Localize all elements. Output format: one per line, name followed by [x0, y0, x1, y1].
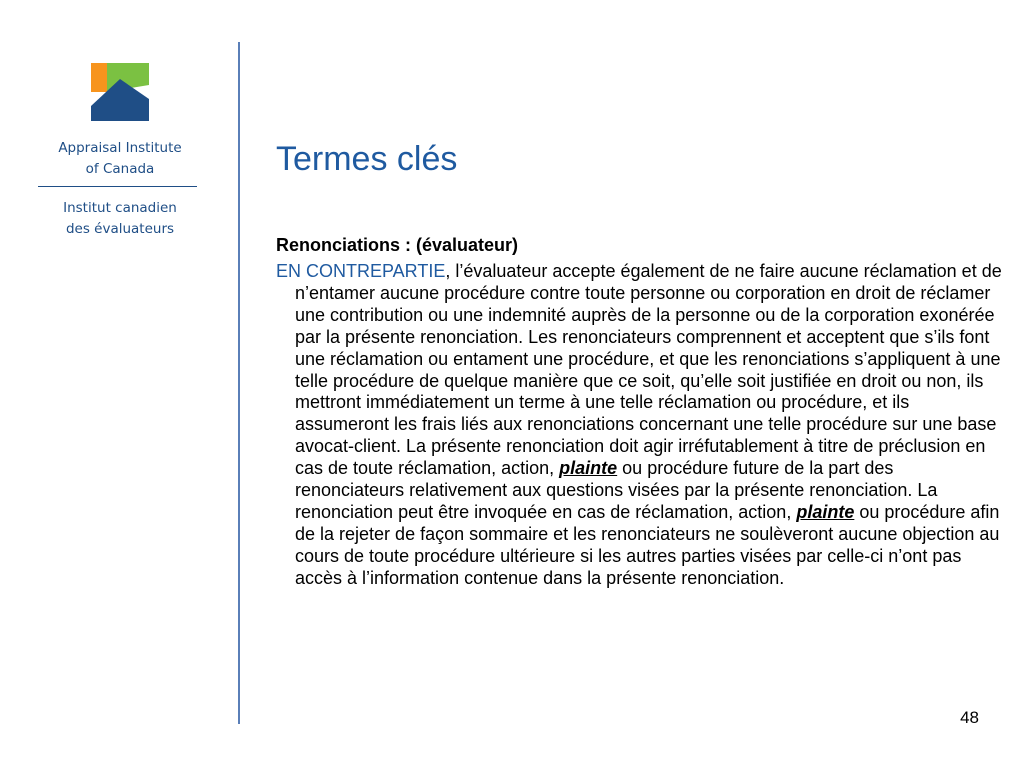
page-number: 48: [960, 708, 979, 727]
body-paragraph: [276, 261, 1007, 590]
body-text-part3: ou procédure afin de la rejeter de façon sommaire et les renonciateurs ne soulèveront aucune objection au cours de toute procédure ultérieure si les autres parties visées par celle-ci n’ont pas accès à l’information contenue dans la présente renonciation.: [295, 501, 1000, 588]
lead-phrase: EN CONTREPARTIE: [276, 261, 446, 281]
organization-name-french: [30, 198, 210, 240]
organization-name-french-line1: Institut canadien: [63, 200, 177, 216]
organization-name-french-line2: des évaluateurs: [65, 221, 175, 237]
organization-name-english-line2: of Canada: [85, 161, 155, 177]
keyword-plainte-1: plainte: [559, 458, 618, 479]
body-text-part1: , l’évaluateur accepte également de ne faire aucune réclamation et de n’entamer aucune procédure contre toute personne ou corporation en droit de réclamer une contribution ou une indemnité auprès de la personne ou de la corporation exonérée par la présente renonciation. Les renonciateurs comprennent et acceptent que s’ils font une réclamation ou entament une procédure, et que les renonciations s’appliquent à une telle procédure de quelque manière que ce soit, qu’elle soit justifiée en droit ou non, ils mettront immédiatement un terme à une telle réclamation ou procédure, et ils assumeront les frais liés aux renonciations concernant une telle procédure sur une base avocat-client. La présente renonciation doit agir irréfutablement à titre de préclusion en cas de toute réclamation, action,: [295, 261, 1002, 479]
organization-divider: [38, 186, 197, 187]
aic-logo-icon: [91, 63, 149, 121]
vertical-divider: [238, 42, 240, 724]
organization-name-english: [30, 138, 210, 180]
section-heading: Renonciations : (évaluateur): [276, 235, 519, 255]
keyword-plainte-2: plainte: [796, 501, 855, 522]
organization-name-english-line1: Appraisal Institute: [58, 140, 182, 156]
body-text-part2: ou procédure future de la part des renonciateurs relativement aux questions visées par la présente renonciation. La renonciation peut être invoquée en cas de réclamation, action,: [295, 458, 938, 522]
slide-title: Termes clés: [276, 140, 458, 178]
